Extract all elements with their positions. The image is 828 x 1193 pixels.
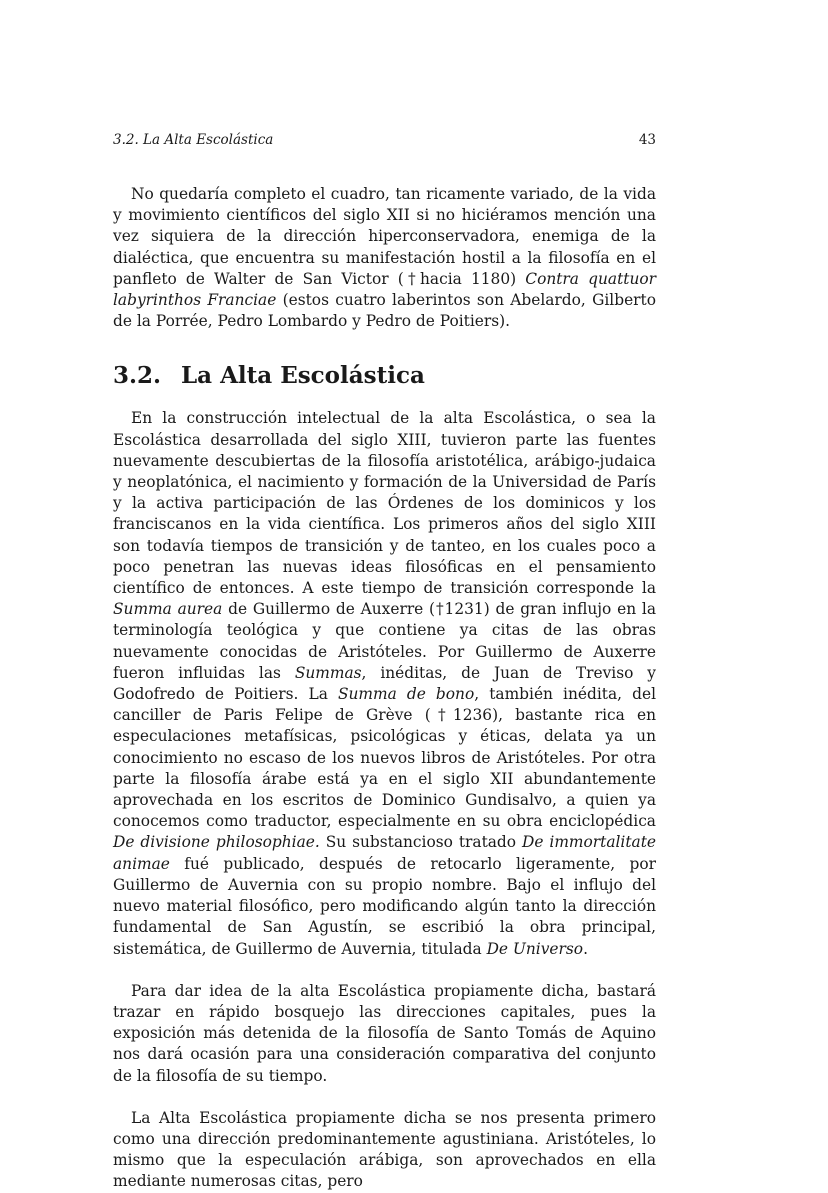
p1-text-2: de Guillermo de Auxerre (†1231) de gran influjo en la terminología teológica y que contiene ya citas de las obras nuevamente conocidas de Aristóteles. Por Guillermo de Auxerre fueron influidas las [113,600,656,682]
paragraph-1 [113,408,656,959]
p1-text-6: fué publicado, después de retocarlo ligeramente, por Guillermo de Auvernia con su propio nombre. Bajo el influjo del nuevo material filosófico, pero modificando algún tanto la dirección fundamental de San Agustín, se escribió la obra principal, sistemática, de Guillermo de Auvernia, titulada [113,854,656,958]
intro-text-2: (estos cuatro laberintos son Abelardo, Gilberto de la Porrée, Pedro Lombardo y Pedro de Poitiers). [113,291,656,331]
intro-title-italic: Contra quattuor labyrinthos Franciae [113,269,656,310]
p1-italic-summas: Summas [294,663,362,682]
intro-text-1: No quedaría completo el cuadro, tan ricamente variado, de la vida y movimiento científicos del siglo XII si no hiciéramos mención una vez siquiera de la dirección hiperconservadora, enemiga de la dialéctica, que encuentra su manifestación hostil a la filosofía en el panfleto de Walter de San Victor (†hacia 1180) [113,185,656,288]
running-title: 3.2. La Alta Escolástica [113,132,274,148]
p1-italic-de-divisione: De divisione philosophiae. [113,833,320,852]
intro-paragraph [113,184,656,332]
book-page [113,132,656,1193]
running-header [113,132,656,154]
p1-italic-summa-de-bono: Summa de bono [337,685,475,704]
page-number: 43 [638,132,656,148]
p1-text-7: . [583,939,588,958]
section-heading [113,362,656,390]
p1-text-4: , también inédita, del canciller de Paris Felipe de Grève (†1236), bastante rica en especulaciones metafísicas, psicológicas y éticas, delata ya un conocimiento no escaso de los nuevos libros de Aristóteles. Por otra parte la filosofía árabe está ya en el siglo XII abundantemente aprovechada en los escritos de Dominico Gundisalvo, a quien ya conocemos como traductor, especialmente en su obra enciclopédica [113,685,656,831]
section-number: 3.2. [113,362,162,390]
p1-text-3: , inéditas, de Juan de Treviso y Godofredo de Poitiers. La [113,663,656,704]
p1-italic-de-universo: De Universo [486,939,584,958]
paragraph-2: Para dar idea de la alta Escolástica propiamente dicha, bastará trazar en rápido bosquejo las direcciones capitales, pues la exposición más detenida de la filosofía de Santo Tomás de Aquino nos dará ocasión para una consideración comparativa del conjunto de la filosofía de su tiempo. [113,981,656,1085]
section-title: La Alta Escolástica [181,362,425,390]
paragraph-3: La Alta Escolástica propiamente dicha se nos presenta primero como una dirección predominantemente agustiniana. Aristóteles, lo mismo que la especulación arábiga, son aprovechados en ella mediante numerosas citas, pero [113,1108,656,1191]
p1-italic-summa-aurea: Summa aurea [113,600,223,619]
p1-text-5: Su substancioso tratado [319,833,522,852]
p1-italic-de-immortalitate: De immortalitate animae [113,833,656,873]
p1-text-1: En la construcción intelectual de la alta Escolástica, o sea la Escolástica desarrollada del siglo XIII, tuvieron parte las fuentes nuevamente descubiertas de la filosofía aristotélica, arábigo-judaica y neoplatónica, el nacimiento y formación de la Universidad de París y la activa participación de las Órdenes de los dominicos y los franciscanos en la vida científica. Los primeros años del siglo XIII son todavía tiempos de transición y de tanteo, en los cuales poco a poco penetran las nuevas ideas filosóficas en el pensamiento científico de entonces. A este tiempo de transición corresponde la [113,409,656,598]
